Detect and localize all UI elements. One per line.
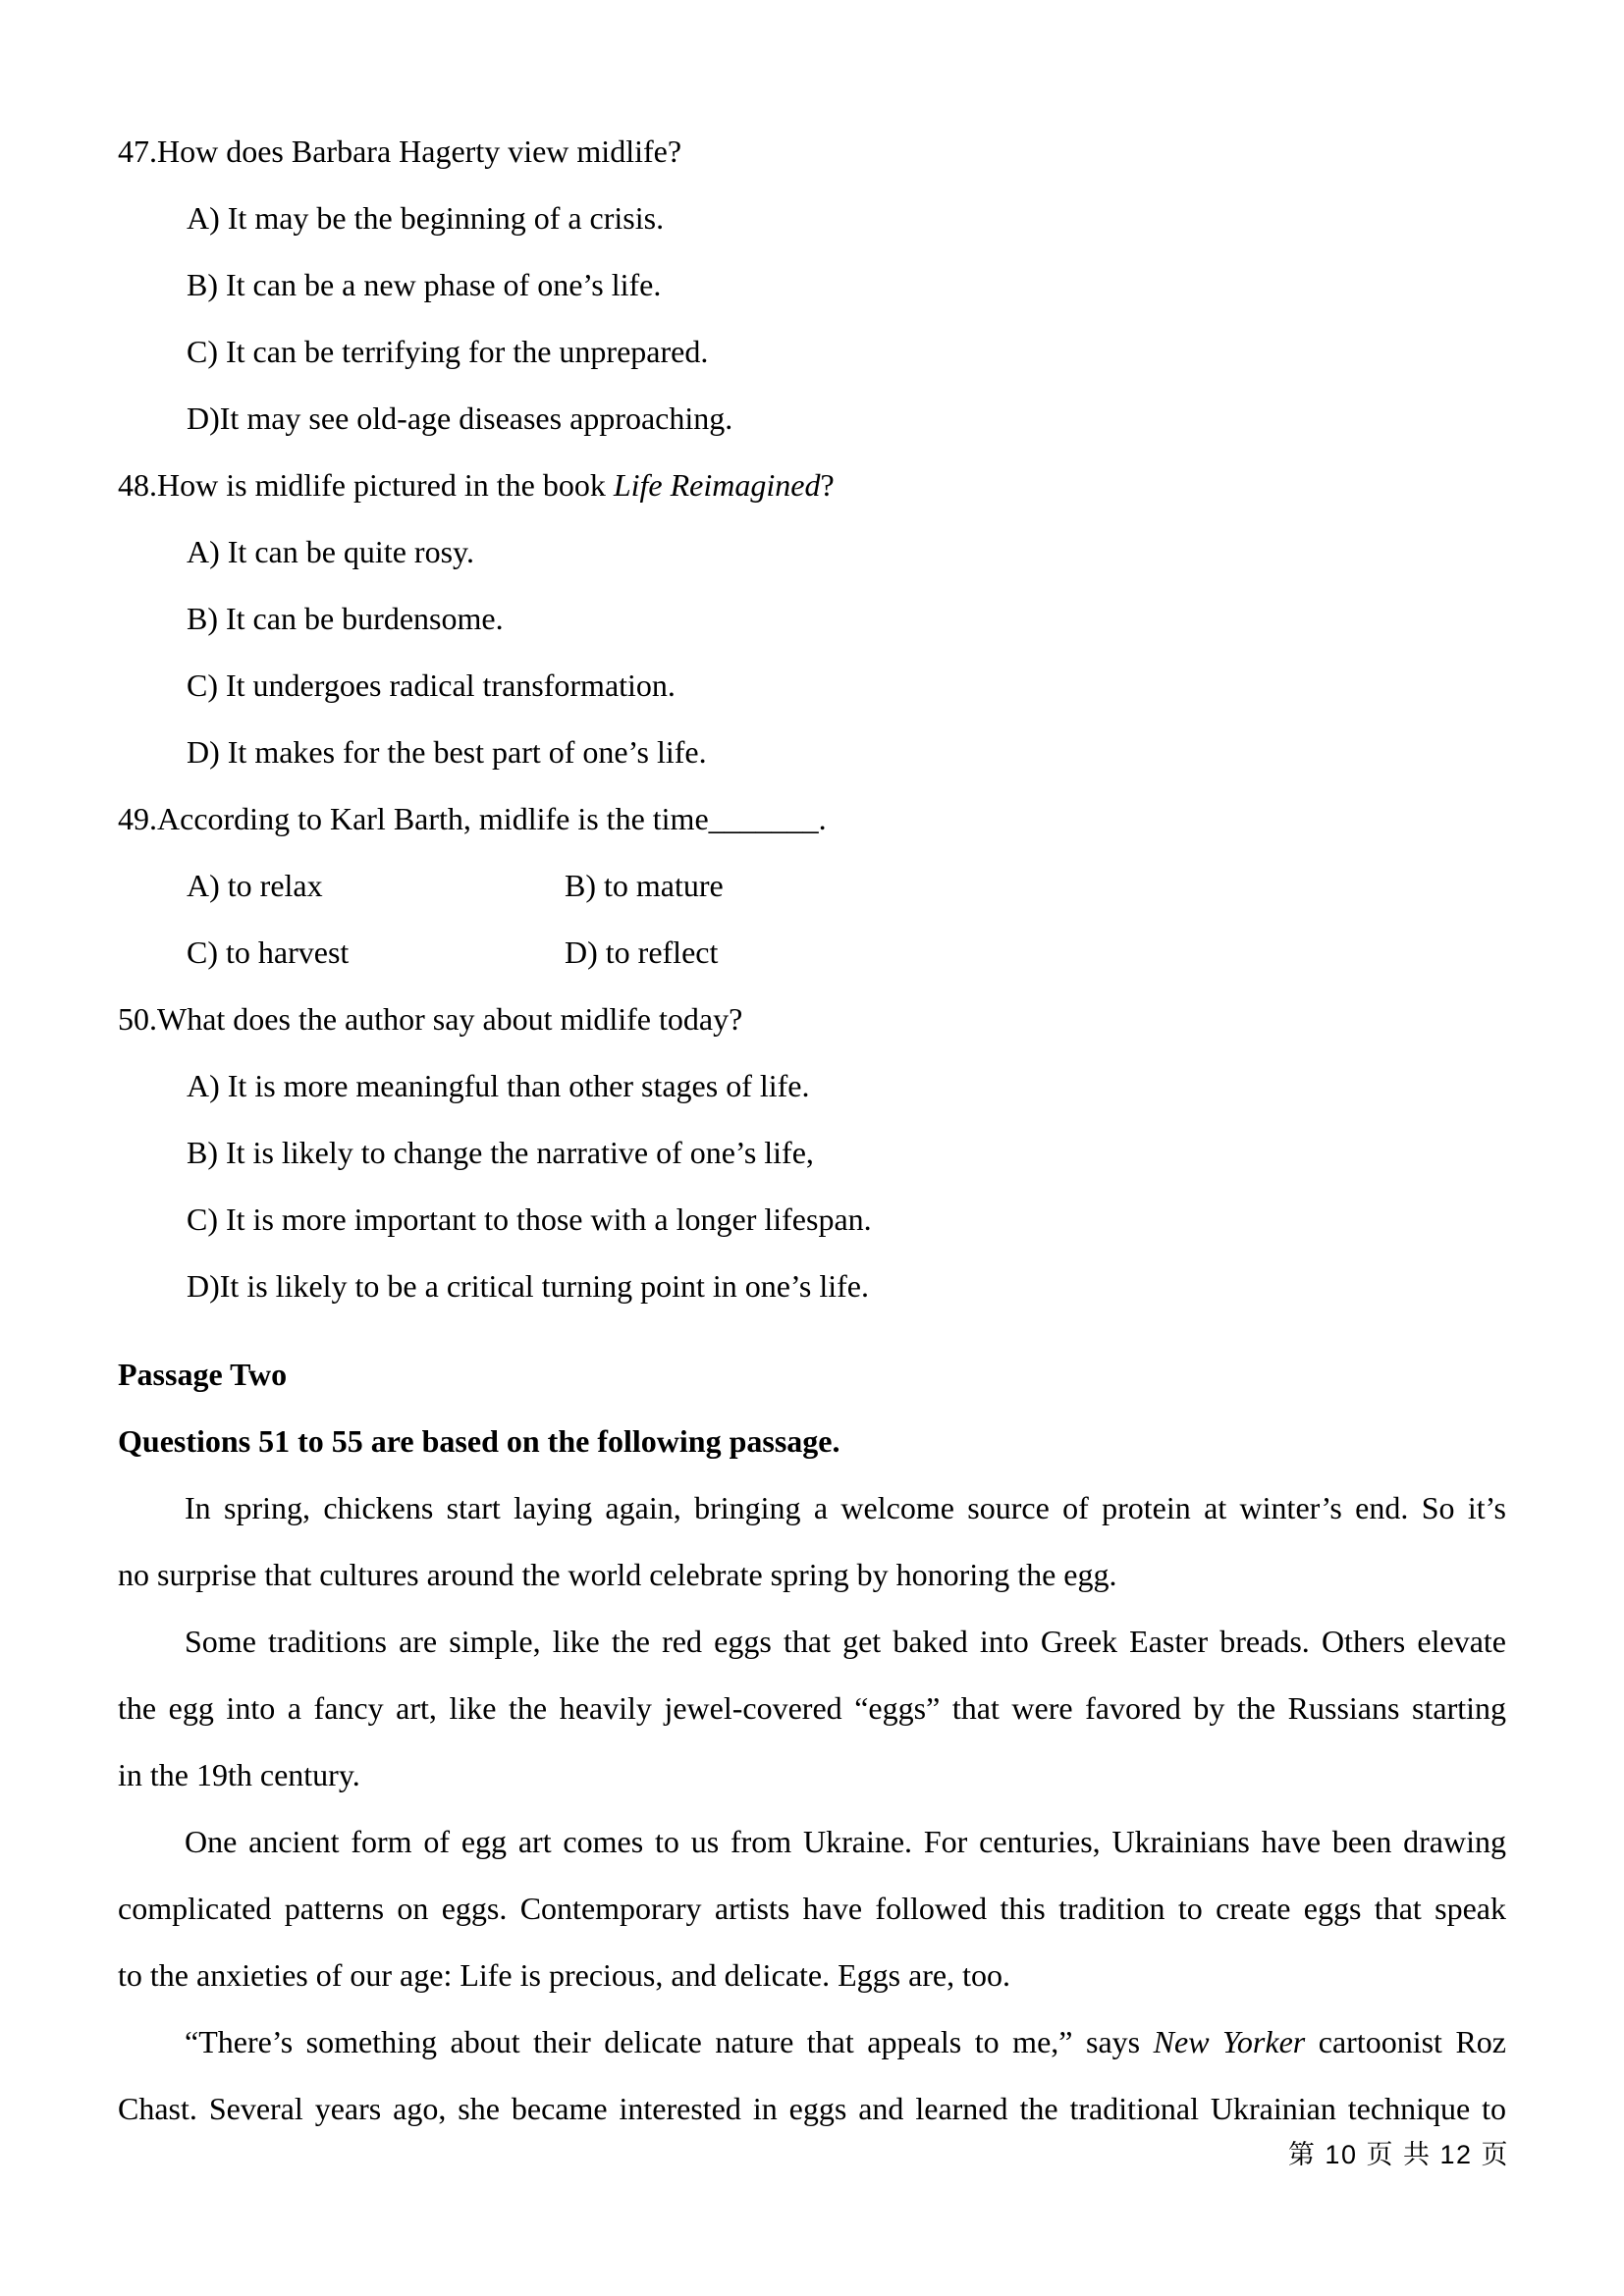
option-b: B) It can be burdensome. <box>187 601 504 636</box>
passage-line: no surprise that cultures around the world celebrate spring by honoring the egg. <box>118 1557 1117 1592</box>
passage-two-section <box>118 1341 1506 2142</box>
passage-line: In spring, chickens start laying again, bringing a welcome source of protein at winter’s end. So it’s <box>185 1490 1506 1525</box>
option-b: B) It can be a new phase of one’s life. <box>187 267 662 302</box>
page-footer: 第 10 页 共 12 页 <box>1287 2140 1509 2169</box>
passage-heading: Passage Two <box>118 1357 288 1392</box>
question-stem <box>118 452 1506 518</box>
option-a: A) It can be quite rosy. <box>187 534 474 569</box>
passage-text: cartoonist Roz <box>1305 2024 1507 2059</box>
passage-line: the egg into a fancy art, like the heavily jewel-covered “eggs” that were favored by the Russians starting <box>118 1690 1506 1726</box>
option-row <box>118 852 1506 919</box>
option-b: B) It is likely to change the narrative of one’s life, <box>187 1135 814 1170</box>
passage-line: Some traditions are simple, like the red eggs that get baked into Greek Easter breads. Others elevate <box>185 1624 1506 1659</box>
question-stem: 47.How does Barbara Hagerty view midlife? <box>118 133 682 169</box>
option-c: C) to harvest <box>187 934 350 970</box>
exam-content <box>118 118 1506 2142</box>
question-stem: 49.According to Karl Barth, midlife is the time_______. <box>118 801 827 836</box>
option-d: D) to reflect <box>565 934 719 970</box>
question-48 <box>118 452 1506 785</box>
question-47 <box>118 118 1506 452</box>
stem-text: ? <box>820 467 835 503</box>
magazine-title-italic: New Yorker <box>1153 2024 1306 2059</box>
option-a: A) It is more meaningful than other stages of life. <box>187 1068 810 1103</box>
question-stem: 50.What does the author say about midlife today? <box>118 1001 743 1037</box>
option-c: C) It is more important to those with a longer lifespan. <box>187 1201 872 1237</box>
passage-text: “There’s something about their delicate nature that appeals to me,” says <box>185 2024 1154 2059</box>
question-49 <box>118 785 1506 986</box>
option-a: A) to relax <box>187 868 323 903</box>
option-b: B) to mature <box>565 868 724 903</box>
stem-text: 48.How is midlife pictured in the book <box>118 467 614 503</box>
option-d: D) It makes for the best part of one’s life. <box>187 734 707 770</box>
option-c: C) It undergoes radical transformation. <box>187 667 676 703</box>
option-a: A) It may be the beginning of a crisis. <box>187 200 665 236</box>
passage-line: Chast. Several years ago, she became interested in eggs and learned the traditional Ukrainian technique to <box>118 2091 1506 2126</box>
option-c: C) It can be terrifying for the unprepared. <box>187 334 709 369</box>
passage-line <box>118 2008 1506 2075</box>
passage-line: complicated patterns on eggs. Contemporary artists have followed this tradition to create eggs that speak <box>118 1891 1506 1926</box>
passage-line: One ancient form of egg art comes to us from Ukraine. For centuries, Ukrainians have been drawing <box>185 1824 1506 1859</box>
option-row <box>118 919 1506 986</box>
passage-line: in the 19th century. <box>118 1757 360 1792</box>
option-d: D)It may see old-age diseases approaching. <box>187 400 733 436</box>
passage-instruction: Questions 51 to 55 are based on the following passage. <box>118 1423 840 1459</box>
passage-line: to the anxieties of our age: Life is precious, and delicate. Eggs are, too. <box>118 1957 1011 1993</box>
question-50 <box>118 986 1506 1319</box>
option-d: D)It is likely to be a critical turning point in one’s life. <box>187 1268 869 1304</box>
book-title-italic: Life Reimagined <box>613 467 821 503</box>
